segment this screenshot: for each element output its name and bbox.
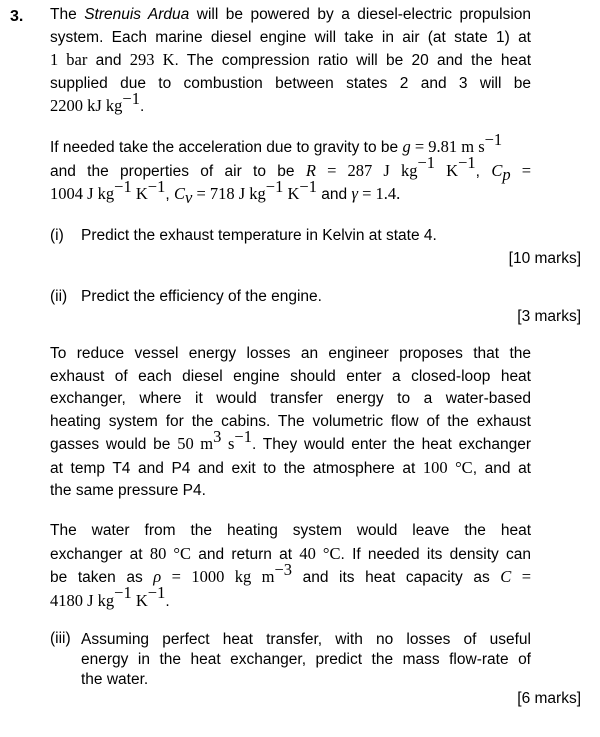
intro-line-4: supplied due to combustion between states 2 and 3 will be	[50, 74, 531, 92]
constants-line-3: 1004 J $kg^{-1}$ $K^{-1}$, $C_v = 718$ J $kg^{-1}$ $K^{-1}$ and γ = 1.4.	[50, 176, 401, 208]
part-ii-text: Predict the efficiency of the engine.	[81, 288, 322, 305]
hx-line-3: exchanger, where it would transfer energy to a water-based	[50, 390, 531, 407]
constants-paragraph	[50, 129, 532, 208]
part-iii-line-3: the water.	[81, 671, 149, 688]
water-line-4: 4180 J $kg^{-1}$ $K^{-1}$.	[50, 583, 170, 610]
hx-line-6: at temp T4 and P4 and exit to the atmosphere at 100 °C, and at	[50, 457, 531, 477]
intro-paragraph	[50, 4, 531, 119]
part-iii-line-1: Assuming perfect heat transfer, with no losses of useful	[81, 631, 531, 648]
hx-line-7: the same pressure P4.	[50, 482, 206, 499]
constants-line-1: If needed take the acceleration due to gravity to be g = 9.81 m $s^{-1}$	[50, 129, 503, 156]
constants-line-2: and the properties of air to be R = 287 J $kg^{-1}$ $K^{-1}$, $C_p$ =	[50, 153, 532, 184]
part-iii-marks: [6 marks]	[517, 690, 581, 707]
intro-line-3: 1 bar and 293 K. The compression ratio will be 20 and the heat	[50, 50, 532, 69]
part-iii-text	[81, 630, 531, 690]
part-i-text: Predict the exhaust temperature in Kelvin at state 4.	[81, 227, 437, 244]
heat-exchanger-paragraph	[50, 343, 531, 503]
water-line-1: The water from the heating system would leave the heat	[50, 522, 531, 539]
hx-line-4: heating system for the cabins. The volumetric flow of the exhaust	[50, 412, 531, 430]
part-i	[50, 227, 437, 245]
part-ii-marks: [3 marks]	[517, 308, 581, 325]
part-i-marks: [10 marks]	[508, 250, 581, 267]
part-ii	[50, 288, 322, 306]
question-number: 3.	[10, 8, 24, 25]
water-paragraph	[50, 520, 531, 613]
vessel-name: Strenuis Ardua	[84, 6, 190, 23]
part-ii-label: (ii)	[50, 288, 68, 305]
part-iii-label: (iii)	[50, 630, 71, 647]
water-line-3: be taken as ρ = 1000 kg $m^{-3}$ and its heat capacity as C =	[50, 559, 532, 586]
intro-line-1: The Strenuis Ardua will be powered by a diesel-electric propulsion	[50, 6, 532, 23]
hx-line-5: gasses would be 50 $m^3$ $s^{-1}$. They would enter the heat exchanger	[50, 426, 532, 453]
hx-line-1: To reduce vessel energy losses an engineer proposes that the	[50, 345, 531, 362]
hx-line-2: exhaust of each diesel engine should enter a closed-loop heat	[50, 367, 531, 385]
intro-line-2: system. Each marine diesel engine will take in air (at state 1) at	[50, 28, 531, 46]
part-i-label: (i)	[50, 227, 64, 244]
water-line-2: exchanger at 80 °C and return at 40 °C. If needed its density can	[50, 543, 532, 563]
part-iii-line-2: energy in the heat exchanger, predict the mass flow-rate of	[81, 651, 531, 668]
intro-line-5: 2200 kJ $kg^{-1}$.	[50, 88, 145, 115]
